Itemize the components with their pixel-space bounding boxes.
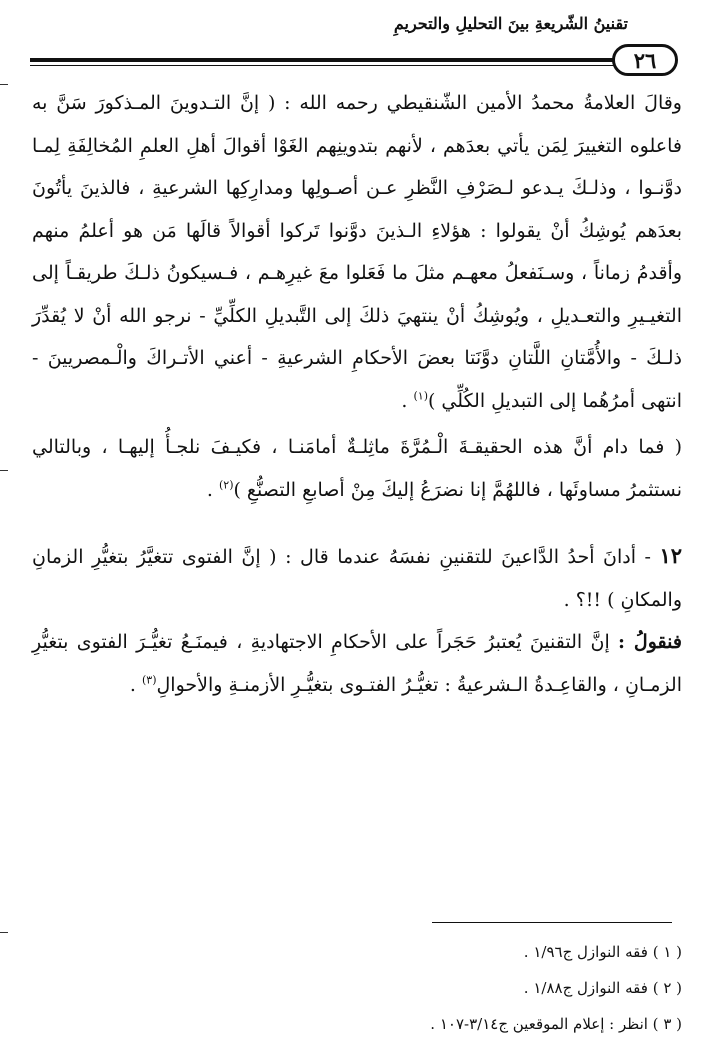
footnote-separator [432, 922, 672, 923]
body-text [32, 82, 682, 706]
footnote-item: ( ١ ) فقه النوازل ج١/٩٦ . [523, 943, 682, 961]
second-quote-paragraph [32, 426, 682, 511]
second-quote-end: . [206, 478, 213, 501]
quote-block [32, 82, 682, 511]
page-number: ٢٦ [633, 47, 657, 73]
margin-tick [0, 932, 8, 933]
header-rule [30, 58, 614, 62]
running-title: تقنينُ الشّريعةِ بينَ التحليلِ والتحريمِ [393, 14, 628, 33]
footnote-item: ( ٣ ) انظر : إعلام الموقعين ج٣/١٤-١٠٧ . [430, 1015, 682, 1033]
reply-text: إنَّ التقنينَ يُعتبرُ حَجَراً على الأحكامِ الاجتهاديةِ ، فيمنَـعُ تغيُّـرَ الفتوى بتغيُّرِ الزمـانِ ، والقاعِـدةُ الـشرعيةُ : تغيُّـرُ الفتـوى بتغيُّـرِ الأزمنـةِ والأحوالِ [32, 631, 682, 696]
quote-paragraph [32, 82, 682, 422]
reply-lead: فنقولُ : [618, 631, 682, 653]
item-text: - أدانَ أحدُ الدَّاعينَ للتقنينِ نفسَهُ عندما قال : ( إنَّ الفتوى تتغيَّرُ بتغيُّرِ الزمانِ والمكانِ ) !!؟ . [32, 546, 682, 611]
footnote-ref: (١) [413, 389, 428, 403]
item-number: ١٢ [659, 543, 682, 568]
page-number-badge [612, 44, 678, 76]
footnote-ref: (٢) [218, 478, 234, 492]
second-quote-text: ( فما دام أنَّ هذه الحقيقـةَ الْـمُرَّةَ ماثِلـةٌ أمامَنـا ، فكيـفَ نلجـأُ إليهـا ، وبالتالي نستثمرُ مساوئَها ، فاللهُمَّ إنا نضرَعُ إليكَ مِنْ أصابعِ التصنُّعِ ) [32, 436, 682, 501]
header-rule-thin [30, 65, 614, 66]
numbered-item [32, 535, 682, 621]
margin-tick [0, 84, 8, 85]
margin-tick [0, 470, 8, 471]
reply-end: . [129, 673, 136, 696]
footnote-item: ( ٢ ) فقه النوازل ج١/٨٨ . [523, 979, 682, 997]
quote-text: وقالَ العلامةُ محمدُ الأمين الشّنقيطي رحمه الله : ( إنَّ التـدوينَ المـذكورَ سَنَّ به فاعلوه التغييرَ لِمَن يأتي بعدَهم ، لأنهم بتدوينِهم الغَوْا أقوالَ أهلِ العلمِ المُخالِفَةِ لِمـا دوَّنـوا ، وذلـكَ يـدعو لـصَرْفِ النَّظرِ عـن أصـولِها ومدارِكِها الشرعيةِ ، فالذينَ يأتُونَ بعدَهم يُوشِكُ أنْ يقولوا : هؤلاءِ الـذينَ دوَّنوا تَركوا أقوالاً قالَها مَن هو أعلمُ منهم وأقدمُ زماناً ، وسـنَفعلُ معهـم مثلَ ما فَعَلوا معَ غيرِهـم ، فـسيكونُ ذلـكَ طريقـاً إلى التغيـيرِ والتعـديلِ ، ويُوشِكُ أنْ ينتهيَ ذلكَ إلى التَّبديلِ الكلِّيِّ - نرجو الله أنْ لا يُقدِّرَ ذلـكَ - والأُمَّتانِ اللَّتانِ دوَّنَتا بعضَ الأحكامِ الشرعيةِ - أعني الأتـراكَ والْـمصريينَ - انتهى أمرُهُما إلى التبديلِ الكُلِّي ) [32, 92, 682, 412]
footnote-ref: (٣) [141, 673, 157, 687]
footnotes [32, 934, 682, 1042]
quote-end: . [401, 389, 408, 412]
reply-paragraph [32, 621, 682, 706]
